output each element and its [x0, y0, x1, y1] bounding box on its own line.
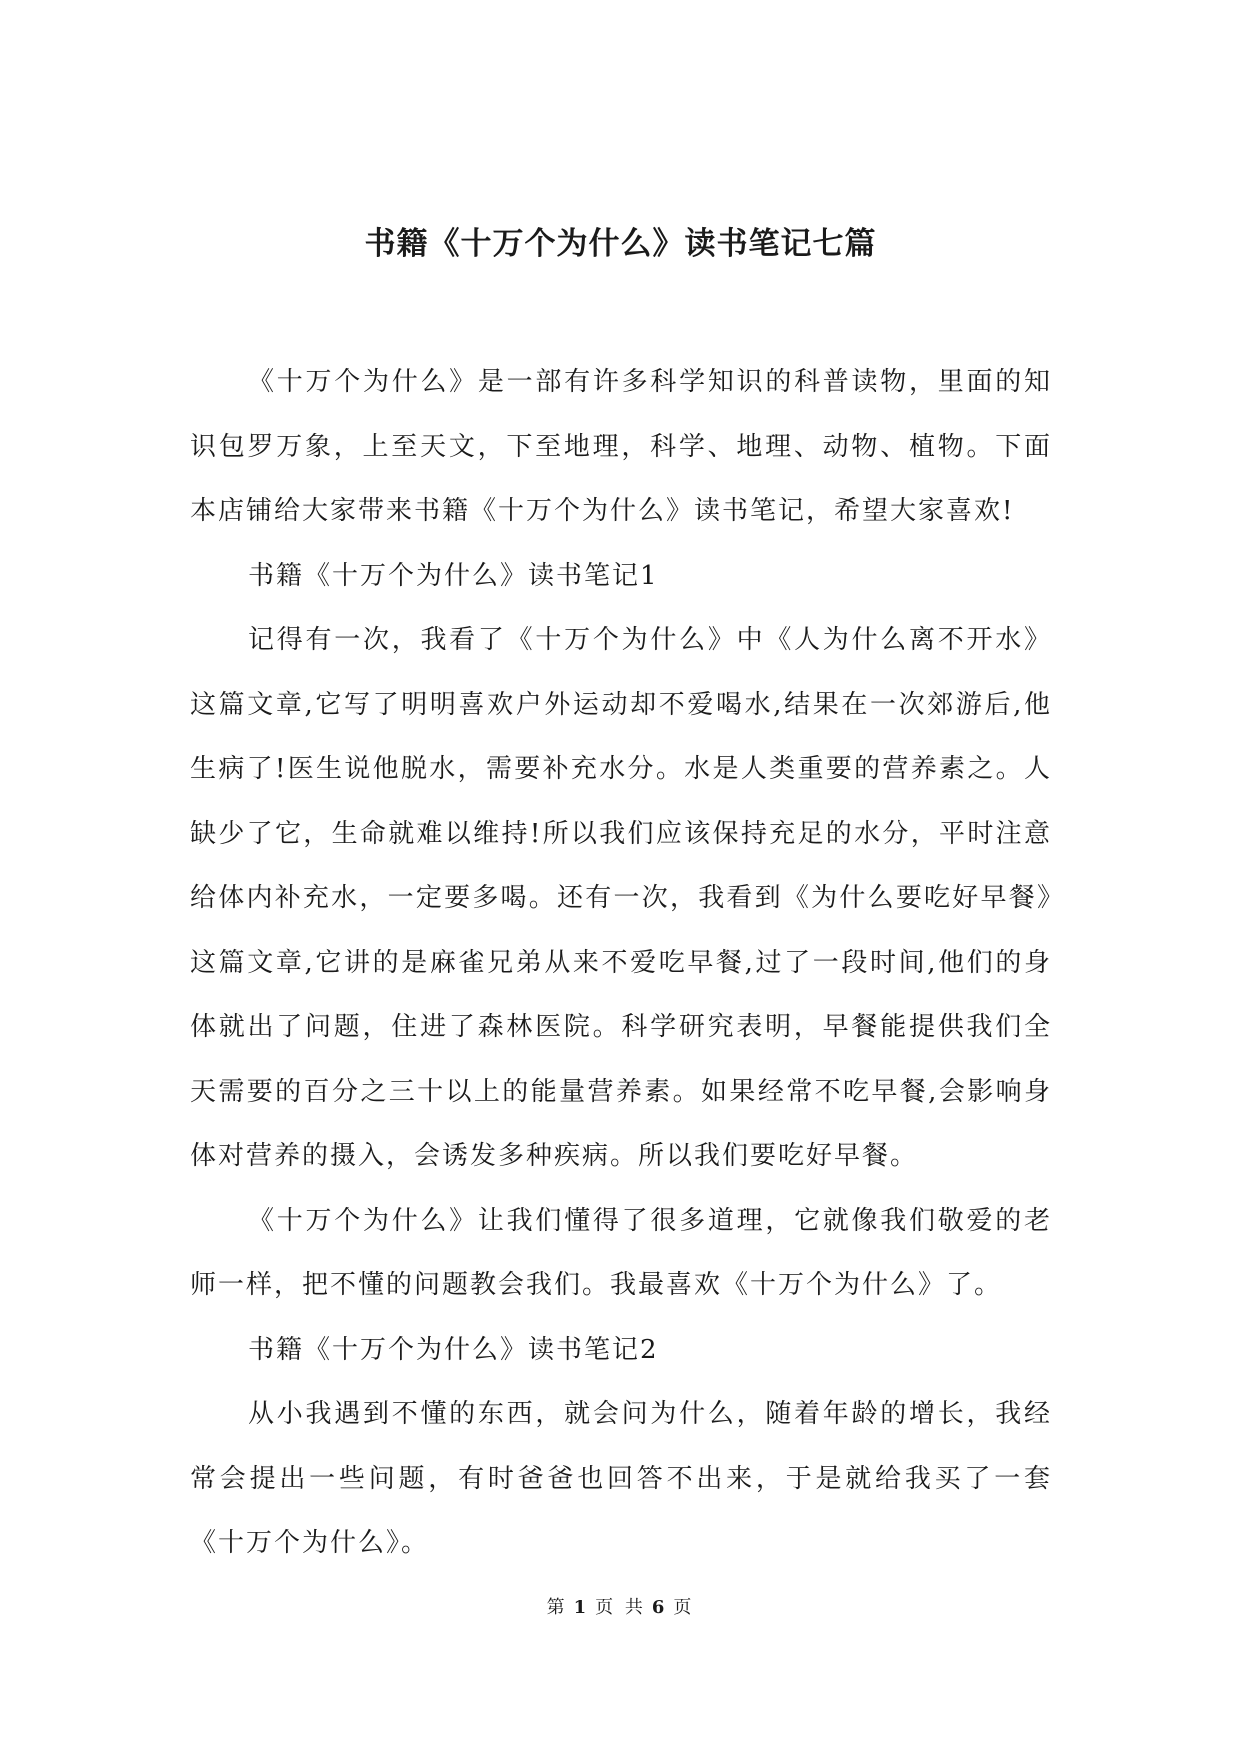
page-footer — [0, 1596, 1241, 1620]
document-title: 书籍《十万个为什么》读书笔记七篇 — [364, 226, 877, 262]
body-paragraph-3: 从小我遇到不懂的东西，就会问为什么，随着年龄的增长，我经常会提出一些问题，有时爸爸也回答不出来，于是就给我买了一套《十万个为什么》。 — [190, 1399, 1052, 1558]
body-paragraph-2: 《十万个为什么》让我们懂得了很多道理，它就像我们敬爱的老师一样，把不懂的问题教会我们。我最喜欢《十万个为什么》了。 — [190, 1205, 1052, 1300]
intro-paragraph: 《十万个为什么》是一部有许多科学知识的科普读物，里面的知识包罗万象，上至天文，下至地理，科学、地理、动物、植物。下面本店铺给大家带来书籍《十万个为什么》读书笔记，希望大家喜欢! — [190, 367, 1052, 526]
body-paragraph-1: 记得有一次，我看了《十万个为什么》中《人为什么离不开水》这篇文章,它写了明明喜欢户外运动却不爱喝水,结果在一次郊游后,他生病了!医生说他脱水，需要补充水分。水是人类重要的营养素之。人缺少了它，生命就难以维持!所以我们应该保持充足的水分，平时注意给体内补充水，一定要多喝。还有一次，我看到《为什么要吃好早餐》这篇文章,它讲的是麻雀兄弟从来不爱吃早餐,过了一段时间,他们的身体就出了问题，住进了森林医院。科学研究表明，早餐能提供我们全天需要的百分之三十以上的能量营养素。如果经常不吃早餐,会影响身体对营养的摄入，会诱发多种疾病。所以我们要吃好早餐。 — [190, 625, 1052, 1171]
footer-suffix: 页 — [673, 1597, 695, 1618]
footer-prefix: 第 — [546, 1597, 568, 1618]
section-heading-2: 书籍《十万个为什么》读书笔记2 — [248, 1334, 659, 1365]
total-pages-number: 6 — [651, 1597, 668, 1618]
section-heading-1: 书籍《十万个为什么》读书笔记1 — [248, 560, 659, 591]
current-page-number: 1 — [573, 1597, 590, 1618]
document-body — [190, 350, 1052, 1576]
footer-middle: 页 共 — [595, 1597, 646, 1618]
